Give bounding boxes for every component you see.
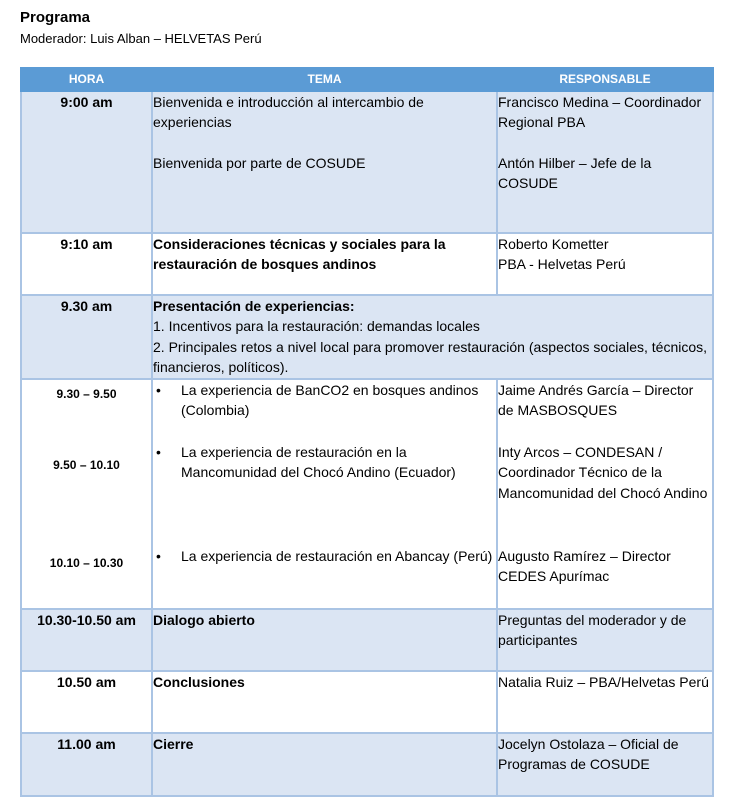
cell-responsable [497,91,713,233]
cell-tema [152,379,497,609]
cell-hora [21,609,152,671]
moderator-line: Moderador: Luis Alban – HELVETAS Perú [20,31,262,46]
column-header-tema: TEMA [152,68,497,91]
cell-hora [21,733,152,796]
page-title: Programa [20,9,91,26]
tema-line: La experiencia de restauración en Abancay (Perú) [181,547,493,564]
cell-tema [152,733,497,796]
responsable-line: Natalia Ruiz – PBA/Helvetas Perú [498,673,709,690]
tema-line: 2. Principales retos a nivel local para promover restauración (aspectos sociales, técnicos, financieros, políticos). [153,338,708,375]
cell-hora [21,379,152,609]
hora-value: 10.10 – 10.30 [49,555,124,570]
list-item [153,442,496,546]
hora-value: 9.50 – 10.10 [53,457,120,472]
responsable-block [498,380,712,442]
responsable-block [498,442,712,546]
tema-line: Cierre [153,735,194,752]
table-row [21,733,713,796]
table-row [21,379,713,609]
cell-responsable [497,233,713,295]
responsable-line: Roberto Kometter [498,235,609,252]
bullet-icon: • [156,547,161,564]
tema-title: Presentación de experiencias: [153,297,355,314]
cell-responsable [497,379,713,609]
responsable-line: Jaime Andrés García – Director de MASBOSQUES [498,381,694,418]
program-table [20,67,714,797]
cell-tema [152,671,497,733]
table-header-row [21,68,713,91]
cell-tema [152,91,497,233]
cell-hora [21,233,152,295]
cell-responsable [497,609,713,671]
hora-value: 9:00 am [60,93,113,110]
hora-value: 9.30 am [60,297,113,314]
table-row [21,671,713,733]
cell-hora [21,295,152,379]
column-header-responsable: RESPONSABLE [497,68,713,91]
hora-value: 10.50 am [56,673,117,690]
tema-line: La experiencia de BanCO2 en bosques andinos (Colombia) [181,381,479,418]
table-row [21,295,713,379]
hora-value: 9:10 am [60,235,113,252]
tema-line: 1. Incentivos para la restauración: demandas locales [153,318,480,334]
table-row [21,609,713,671]
tema-line: La experiencia de restauración en la Mancomunidad del Chocó Andino (Ecuador) [181,443,456,480]
cell-tema [152,609,497,671]
tema-line: Bienvenida e introducción al intercambio de experiencias [153,93,424,130]
responsable-line: Jocelyn Ostolaza – Oficial de Programas de COSUDE [498,735,679,772]
responsable-line: Antón Hilber – Jefe de la COSUDE [498,154,652,191]
column-header-hora: HORA [21,68,152,91]
responsable-line: PBA - Helvetas Perú [498,256,626,272]
hora-value: 11.00 am [57,735,116,752]
experience-list [153,380,496,567]
cell-responsable [497,671,713,733]
responsable-line: Francisco Medina – Coordinador Regional PBA [498,93,702,130]
tema-line: Consideraciones técnicas y sociales para la restauración de bosques andinos [153,235,446,272]
hora-value: 10.30-10.50 am [37,611,136,628]
responsable-line: Preguntas del moderador y de participantes [498,611,687,648]
tema-line: Conclusiones [153,673,245,690]
tema-line: Dialogo abierto [153,611,255,628]
list-item [153,380,496,442]
responsable-line: Augusto Ramírez – Director CEDES Apurímac [498,547,671,584]
cell-tema [152,233,497,295]
hora-value: 9.30 – 9.50 [56,386,117,401]
cell-hora [21,671,152,733]
bullet-icon: • [156,443,161,460]
cell-tema [152,295,713,379]
list-item [153,546,496,567]
bullet-icon: • [156,381,161,398]
table-row [21,91,713,233]
cell-responsable [497,733,713,796]
responsable-block [498,546,712,587]
cell-hora [21,91,152,233]
responsable-line: Inty Arcos – CONDESAN / Coordinador Técnico de la Mancomunidad del Chocó Andino [498,443,708,501]
tema-line: Bienvenida por parte de COSUDE [153,154,366,171]
table-row [21,233,713,295]
